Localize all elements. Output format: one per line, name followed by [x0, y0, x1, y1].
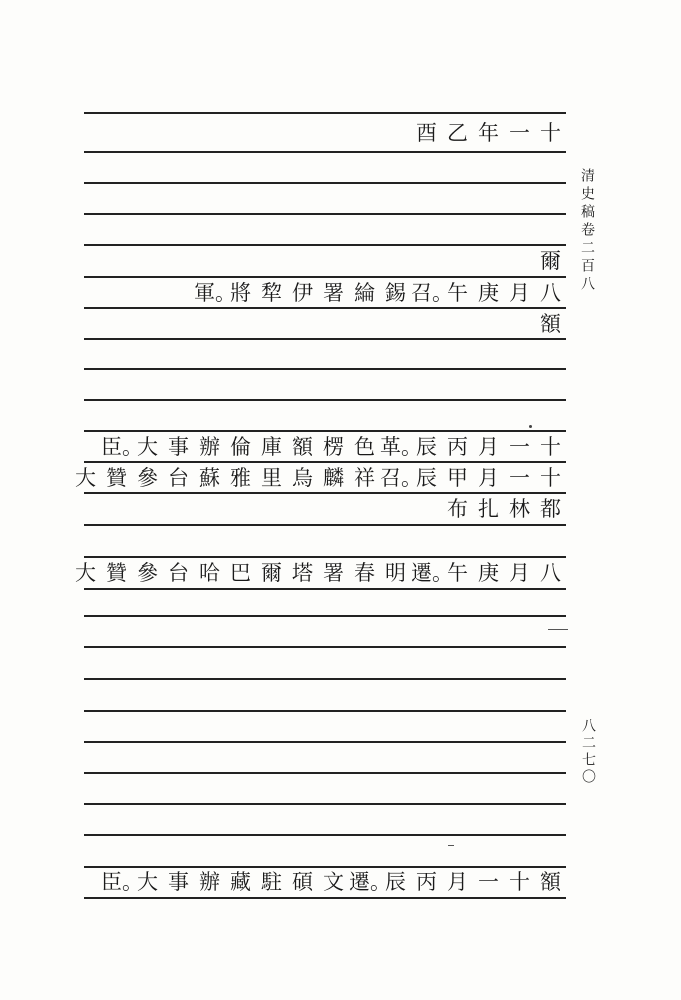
text-char: 爾 — [540, 249, 561, 273]
text-char: 大 — [137, 435, 158, 459]
rule-line — [84, 646, 566, 648]
text-char: 庚 — [478, 561, 499, 585]
text-char: 月 — [509, 561, 530, 585]
scan-mark — [448, 845, 454, 846]
rule-line — [84, 678, 566, 680]
text-char: 月 — [447, 870, 468, 894]
text-char: 祥 — [354, 466, 375, 490]
text-char: 署 — [323, 561, 344, 585]
rule-line — [84, 588, 566, 590]
text-char: 十 — [540, 121, 561, 145]
text-char: 十 — [509, 870, 530, 894]
text-char: 哈 — [199, 561, 220, 585]
text-char: 藏 — [230, 870, 251, 894]
text-char: 大 — [75, 466, 96, 490]
text-char: 乙 — [447, 121, 468, 145]
text-char: 革。 — [380, 435, 422, 459]
text-char: 甲 — [447, 466, 468, 490]
text-char: 八 — [540, 561, 561, 585]
rule-line — [84, 772, 566, 774]
text-char: 庚 — [478, 281, 499, 305]
rule-line — [84, 803, 566, 805]
rule-line — [84, 615, 566, 617]
text-char: 一 — [509, 121, 530, 145]
scan-speck — [529, 425, 532, 428]
text-char: 召。 — [380, 466, 422, 490]
text-char: 雅 — [230, 466, 251, 490]
text-char: 春 — [354, 561, 375, 585]
text-char: 額 — [540, 312, 561, 336]
rule-line — [84, 213, 566, 215]
text-char: 林 — [509, 497, 530, 521]
text-char: 年 — [478, 121, 499, 145]
text-char: 文 — [323, 870, 344, 894]
text-row-name-fragment — [535, 309, 566, 339]
text-row-entry — [101, 432, 566, 462]
text-row-name — [442, 494, 566, 524]
text-char: 軍。 — [194, 281, 236, 305]
text-char: 錫 — [385, 281, 406, 305]
text-char: 月 — [478, 435, 499, 459]
text-char: 烏 — [292, 466, 313, 490]
text-char: 月 — [478, 466, 499, 490]
text-row-entry — [194, 278, 566, 308]
text-char: 十 — [540, 435, 561, 459]
text-char: 里 — [261, 466, 282, 490]
rule-line — [84, 112, 566, 114]
text-char: 丙 — [447, 435, 468, 459]
text-char: 八 — [540, 281, 561, 305]
rule-line — [84, 182, 566, 184]
scan-mark — [548, 629, 568, 630]
text-char: 將 — [230, 281, 251, 305]
text-char: 酉 — [416, 121, 437, 145]
text-char: 碩 — [292, 870, 313, 894]
text-char: 十 — [540, 466, 561, 490]
text-char: 事 — [168, 435, 189, 459]
rule-line — [84, 368, 566, 370]
text-char: 爾 — [261, 561, 282, 585]
text-char: 倫 — [230, 435, 251, 459]
text-char: 事 — [168, 870, 189, 894]
text-char: 贊 — [106, 466, 127, 490]
text-char: 一 — [509, 435, 530, 459]
text-char: 巴 — [230, 561, 251, 585]
text-char: 參 — [137, 466, 158, 490]
text-char: 額 — [540, 870, 561, 894]
text-char: 楞 — [323, 435, 344, 459]
text-char: 遷。 — [411, 561, 453, 585]
text-row-name-fragment — [535, 246, 566, 276]
rule-line — [84, 151, 566, 153]
text-char: 台 — [168, 466, 189, 490]
rule-line — [84, 710, 566, 712]
text-row-year — [411, 118, 566, 148]
text-char: 扎 — [478, 497, 499, 521]
text-char: 蘇 — [199, 466, 220, 490]
text-char: 丙 — [416, 870, 437, 894]
text-char: 色 — [354, 435, 375, 459]
text-char: 午 — [447, 561, 468, 585]
text-char: 辦 — [199, 870, 220, 894]
text-char: 召。 — [411, 281, 453, 305]
text-row-entry — [70, 558, 566, 588]
text-char: 駐 — [261, 870, 282, 894]
text-char: 大 — [75, 561, 96, 585]
text-char: 遷。 — [349, 870, 391, 894]
text-char: 都 — [540, 497, 561, 521]
text-char: 午 — [447, 281, 468, 305]
page-number: 八二七〇 — [580, 718, 596, 786]
text-char: 一 — [478, 870, 499, 894]
text-char: 大 — [137, 870, 158, 894]
text-char: 臣。 — [101, 870, 143, 894]
rule-line — [84, 897, 566, 899]
text-char: 參 — [137, 561, 158, 585]
text-char: 一 — [509, 466, 530, 490]
text-char: 明 — [385, 561, 406, 585]
rule-line — [84, 834, 566, 836]
text-char: 辰 — [416, 466, 437, 490]
text-char: 庫 — [261, 435, 282, 459]
text-char: 麟 — [323, 466, 344, 490]
text-row-entry — [70, 463, 566, 493]
rule-line — [84, 399, 566, 401]
text-char: 犂 — [261, 281, 282, 305]
text-char: 布 — [447, 497, 468, 521]
text-char: 伊 — [292, 281, 313, 305]
text-char: 贊 — [106, 561, 127, 585]
rule-line — [84, 741, 566, 743]
text-char: 月 — [509, 281, 530, 305]
text-char: 塔 — [292, 561, 313, 585]
rule-line — [84, 244, 566, 246]
text-char: 額 — [292, 435, 313, 459]
rule-line — [84, 524, 566, 526]
text-char: 辰 — [416, 435, 437, 459]
text-char: 辦 — [199, 435, 220, 459]
text-row-entry — [101, 867, 566, 897]
text-char: 綸 — [354, 281, 375, 305]
text-char: 台 — [168, 561, 189, 585]
text-char: 辰 — [385, 870, 406, 894]
book-title: 清史稿卷二百八 — [579, 168, 595, 294]
rule-line — [84, 338, 566, 340]
text-char: 臣。 — [101, 435, 143, 459]
text-char: 署 — [323, 281, 344, 305]
